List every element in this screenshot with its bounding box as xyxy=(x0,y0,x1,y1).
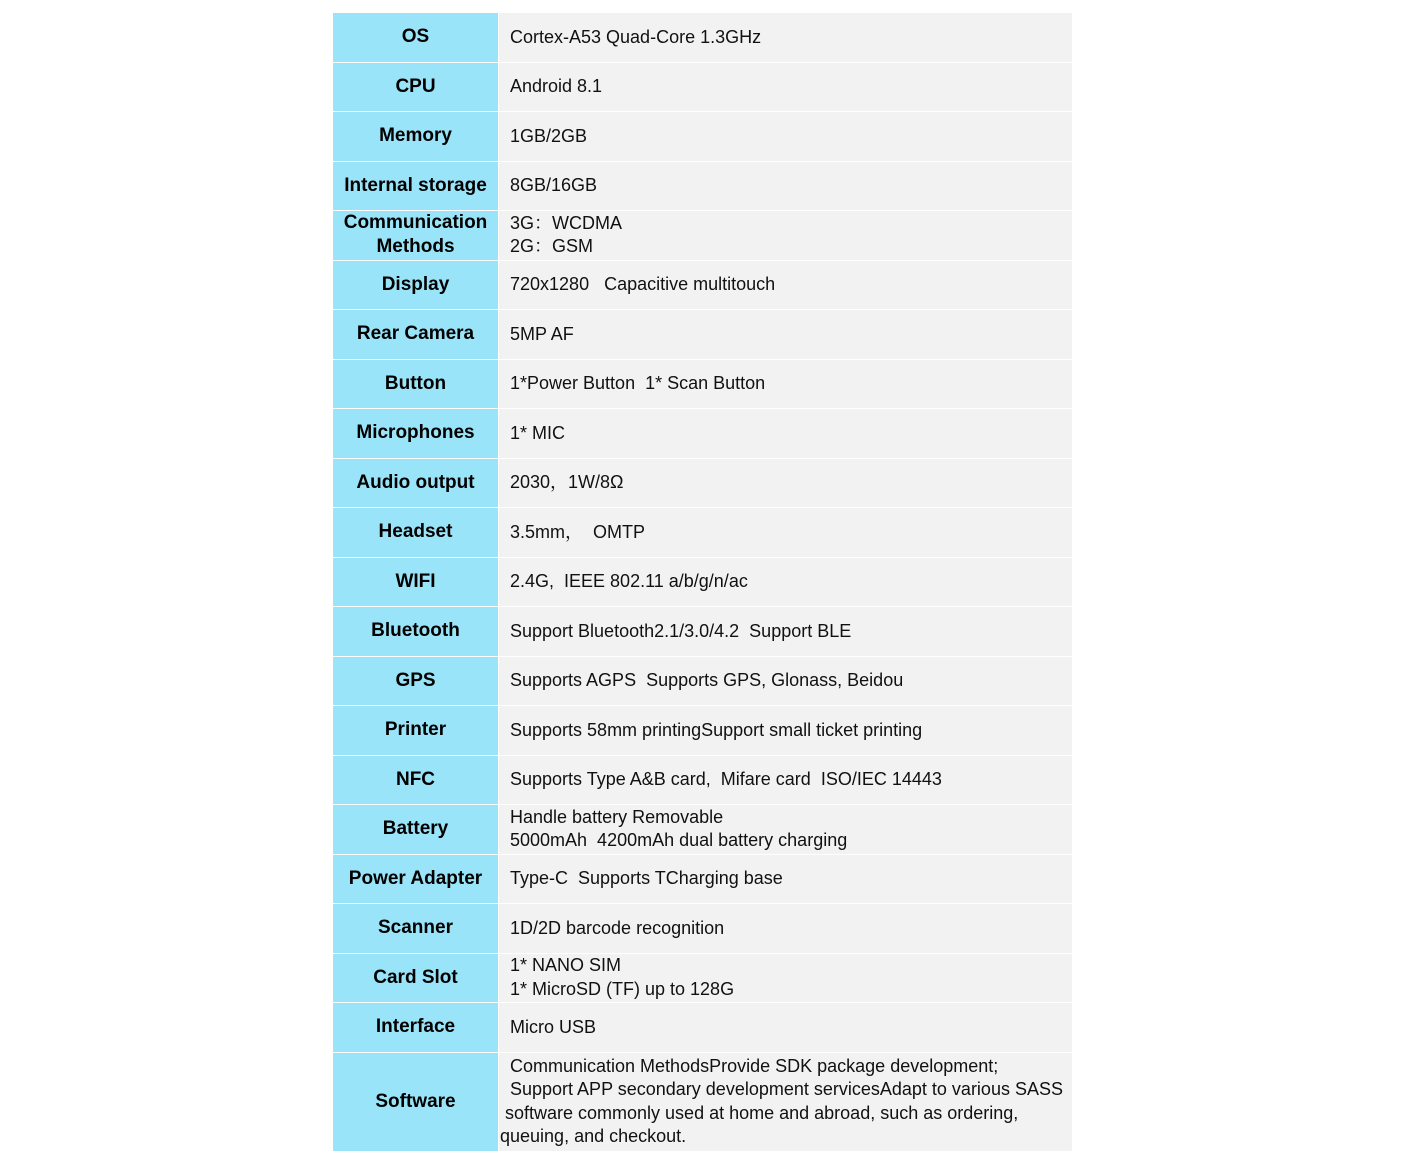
spec-value-line: Supports AGPS Supports GPS, Glonass, Beidou xyxy=(510,670,904,690)
spec-value-line: software commonly used at home and abroad, such as ordering, xyxy=(505,1102,1019,1123)
spec-value-line: 2030，1W/8Ω xyxy=(510,472,624,492)
spec-label: Display xyxy=(333,261,499,310)
spec-value-line: 3.5mm， OMTP xyxy=(510,521,646,542)
spec-label: Rear Camera xyxy=(333,310,499,359)
spec-label: OS xyxy=(333,13,499,62)
spec-value-line: Android 8.1 xyxy=(510,76,603,96)
spec-label: Interface xyxy=(333,1003,499,1052)
spec-value-line: Cortex-A53 Quad-Core 1.3GHz xyxy=(510,26,762,47)
spec-value-line: Supports Type A&B card, Mifare card ISO/IEC 14443 xyxy=(510,769,942,789)
spec-value-line: 8GB/16GB xyxy=(510,175,598,195)
spec-value-line: Type-C Supports TCharging base xyxy=(510,868,783,888)
spec-row-battery xyxy=(333,805,1072,855)
spec-label: Internal storage xyxy=(333,162,499,211)
spec-value xyxy=(499,756,1072,805)
spec-row-printer xyxy=(333,706,1072,756)
spec-row-os xyxy=(333,13,1072,63)
spec-label: GPS xyxy=(333,657,499,706)
spec-row-cpu xyxy=(333,63,1072,113)
spec-label: Button xyxy=(333,360,499,409)
spec-label: Battery xyxy=(333,805,499,854)
spec-label: Headset xyxy=(333,508,499,557)
spec-row-nfc xyxy=(333,756,1072,806)
spec-value xyxy=(499,459,1072,508)
spec-value xyxy=(499,855,1072,904)
spec-value-line: Handle battery Removable xyxy=(510,806,724,827)
spec-value-line: 1*Power Button 1* Scan Button xyxy=(510,373,766,393)
spec-value xyxy=(499,607,1072,656)
spec-value xyxy=(499,360,1072,409)
spec-value-line: queuing, and checkout. xyxy=(500,1126,687,1146)
spec-label: Software xyxy=(333,1053,499,1151)
spec-value-line: 1* NANO SIM xyxy=(510,955,622,976)
spec-label: Communication Methods xyxy=(333,211,499,260)
spec-value xyxy=(499,954,1072,1003)
spec-value-line: 2.4G, IEEE 802.11 a/b/g/n/ac xyxy=(510,571,748,591)
spec-row-rear-camera xyxy=(333,310,1072,360)
spec-value-line: 2G：GSM xyxy=(510,236,594,257)
spec-value-line: Micro USB xyxy=(510,1016,597,1037)
spec-value xyxy=(499,1003,1072,1052)
spec-value xyxy=(499,261,1072,310)
spec-label: Printer xyxy=(333,706,499,755)
spec-value xyxy=(499,805,1072,854)
spec-value xyxy=(499,706,1072,755)
spec-row-communication-methods xyxy=(333,211,1072,261)
spec-value xyxy=(499,1053,1072,1151)
spec-value-line: 1* MIC xyxy=(510,422,566,443)
spec-value-line: Supports 58mm printingSupport small ticket printing xyxy=(510,719,923,740)
spec-label: Audio output xyxy=(333,459,499,508)
spec-value xyxy=(499,409,1072,458)
spec-row-internal-storage xyxy=(333,162,1072,212)
spec-value xyxy=(499,162,1072,211)
spec-value-line: Support Bluetooth2.1/3.0/4.2 Support BLE xyxy=(510,620,852,641)
spec-value-line: 1* MicroSD (TF) up to 128G xyxy=(510,978,735,999)
spec-row-power-adapter xyxy=(333,855,1072,905)
spec-row-memory xyxy=(333,112,1072,162)
spec-row-bluetooth xyxy=(333,607,1072,657)
spec-value xyxy=(499,63,1072,112)
spec-table xyxy=(333,13,1072,1152)
spec-value xyxy=(499,310,1072,359)
spec-row-interface xyxy=(333,1003,1072,1053)
spec-label: Power Adapter xyxy=(333,855,499,904)
spec-value xyxy=(499,904,1072,953)
spec-value-line: 720x1280 Capacitive multitouch xyxy=(510,274,776,294)
spec-value xyxy=(499,657,1072,706)
spec-value-line: 5MP AF xyxy=(510,323,574,344)
spec-row-microphones xyxy=(333,409,1072,459)
spec-row-gps xyxy=(333,657,1072,707)
spec-value-line: Communication MethodsProvide SDK package development; xyxy=(510,1055,999,1076)
spec-row-display xyxy=(333,261,1072,311)
spec-row-audio-output xyxy=(333,459,1072,509)
spec-label: NFC xyxy=(333,756,499,805)
spec-label: CPU xyxy=(333,63,499,112)
spec-label: Memory xyxy=(333,112,499,161)
spec-value xyxy=(499,112,1072,161)
spec-value xyxy=(499,13,1072,62)
spec-value-line: Support APP secondary development servicesAdapt to various SASS xyxy=(510,1079,1063,1099)
spec-value xyxy=(499,211,1072,260)
spec-value xyxy=(499,508,1072,557)
spec-row-card-slot xyxy=(333,954,1072,1004)
spec-label: Scanner xyxy=(333,904,499,953)
spec-row-headset xyxy=(333,508,1072,558)
spec-row-button xyxy=(333,360,1072,410)
spec-value-line: 3G：WCDMA xyxy=(510,212,622,233)
spec-row-software xyxy=(333,1053,1072,1152)
spec-row-scanner xyxy=(333,904,1072,954)
spec-value-line: 1D/2D barcode recognition xyxy=(510,917,725,938)
spec-label: WIFI xyxy=(333,558,499,607)
spec-value-line: 5000mAh 4200mAh dual battery charging xyxy=(510,830,848,851)
spec-value-line: 1GB/2GB xyxy=(510,125,588,146)
spec-label: Bluetooth xyxy=(333,607,499,656)
spec-value xyxy=(499,558,1072,607)
spec-label: Card Slot xyxy=(333,954,499,1003)
spec-label: Microphones xyxy=(333,409,499,458)
spec-row-wifi xyxy=(333,558,1072,608)
